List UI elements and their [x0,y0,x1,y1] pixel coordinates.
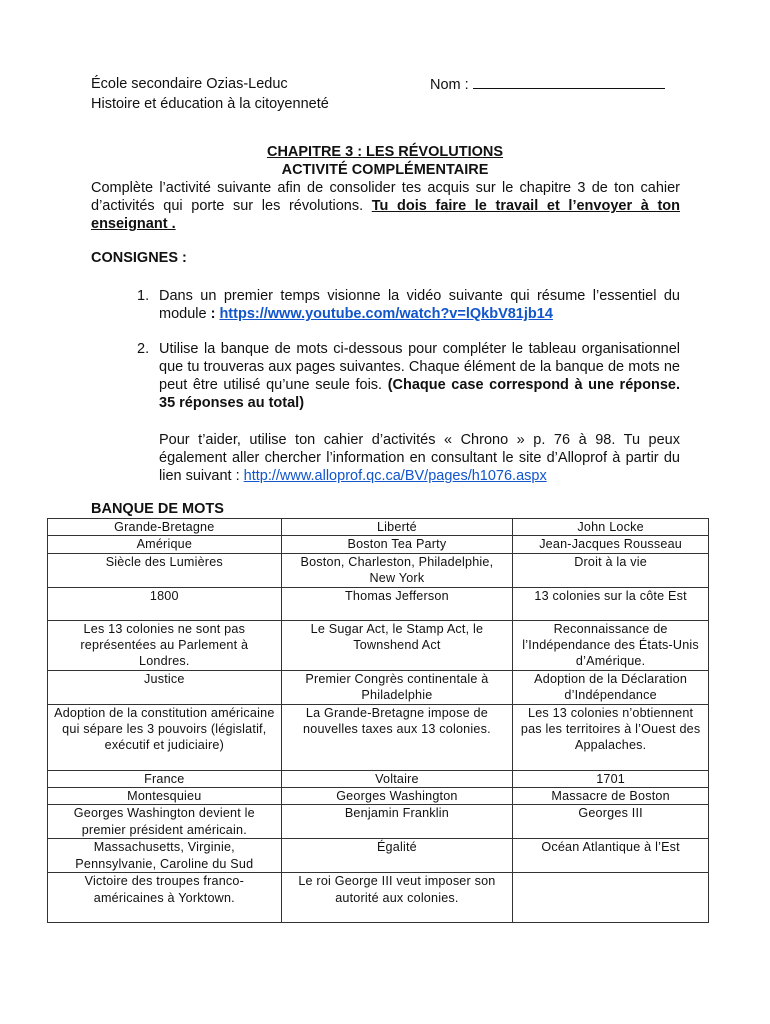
word-bank-cell: 1800 [48,587,282,620]
word-bank-cell: Premier Congrès continentale à Philadelphie [281,670,513,704]
item-number: 2. [137,341,150,357]
word-bank-cell: Siècle des Lumières [48,553,282,587]
word-bank-table [47,518,709,923]
word-bank-cell: Océan Atlantique à l’Est [513,839,709,873]
item-2-bold: (Chaque case correspond à une réponse. 35 réponses au total) [159,377,680,411]
table-row [48,553,709,587]
word-bank-cell: Le roi George III veut imposer son autorité aux colonies. [281,873,513,923]
item-2-text: Utilise la banque de mots ci-dessous pour compléter le tableau organisationnel que tu trouveras aux pages suivantes. Chaque élément de la banque de mots ne peut être utilisé qu’une seule fois. [159,341,680,393]
word-bank-cell: Georges Washington devient le premier président américain. [48,805,282,839]
word-bank-cell: Adoption de la Déclaration d’Indépendance [513,670,709,704]
word-bank-cell: Victoire des troupes franco-américaines à Yorktown. [48,873,282,923]
word-bank-cell: Montesquieu [48,788,282,805]
word-bank-cell: Justice [48,670,282,704]
word-bank-cell: Jean-Jacques Rousseau [513,536,709,553]
word-bank-cell [513,873,709,923]
word-bank-cell: Les 13 colonies n’obtiennent pas les territoires à l’Ouest des Appalaches. [513,704,709,770]
table-row [48,873,709,923]
help-text: Pour t’aider, utilise ton cahier d’activités « Chrono » p. 76 à 98. Tu peux également aller chercher l’information en consultant le site d’Alloprof à partir du lien suivant : [159,432,680,484]
table-row [48,620,709,670]
item-1-text: Dans un premier temps visionne la vidéo suivante qui résume l’essentiel du module [159,288,680,322]
name-field [430,74,665,95]
school-name: École secondaire Ozias-Leduc [91,76,288,92]
table-row [48,704,709,770]
word-bank-cell: Grande-Bretagne [48,519,282,536]
youtube-link[interactable]: https://www.youtube.com/watch?v=lQkbV81jb14 [219,306,553,322]
word-bank-cell: Georges Washington [281,788,513,805]
table-row [48,839,709,873]
word-bank-cell: France [48,770,282,787]
word-bank-cell: Thomas Jefferson [281,587,513,620]
word-bank-cell: Massacre de Boston [513,788,709,805]
word-bank-cell: La Grande-Bretagne impose de nouvelles taxes aux 13 colonies. [281,704,513,770]
name-blank-line [473,74,665,89]
word-bank-cell: Boston, Charleston, Philadelphie, New York [281,553,513,587]
consigne-item-1 [137,287,680,323]
word-bank-cell: Benjamin Franklin [281,805,513,839]
word-bank-cell: John Locke [513,519,709,536]
consignes-heading: CONSIGNES : [91,250,187,266]
intro-emphasis: Tu dois faire le travail et l’envoyer à ton enseignant . [91,198,680,232]
table-row [48,788,709,805]
intro-text: Complète l’activité suivante afin de consolider tes acquis sur le chapitre 3 de ton cahier d’activités qui porte sur les révolutions. [91,180,680,214]
header-left [91,74,329,114]
table-row [48,770,709,787]
word-bank-cell: Le Sugar Act, le Stamp Act, le Townshend Act [281,620,513,670]
word-bank-cell: Les 13 colonies ne sont pas représentées au Parlement à Londres. [48,620,282,670]
table-row [48,805,709,839]
chapter-title: CHAPITRE 3 : LES RÉVOLUTIONS [266,144,504,160]
table-row [48,536,709,553]
word-bank-cell: Boston Tea Party [281,536,513,553]
course-name: Histoire et éducation à la citoyenneté [91,96,329,112]
table-row [48,587,709,620]
item-number: 1. [137,288,150,304]
word-bank-cell: Égalité [281,839,513,873]
word-bank-cell: Liberté [281,519,513,536]
word-bank-cell: Massachusetts, Virginie, Pennsylvanie, Caroline du Sud [48,839,282,873]
activity-title: ACTIVITÉ COMPLÉMENTAIRE [281,162,489,178]
table-row [48,670,709,704]
consigne-item-2 [137,340,680,412]
alloprof-link[interactable]: http://www.alloprof.qc.ca/BV/pages/h1076.aspx [243,468,547,484]
word-bank-cell: Droit à la vie [513,553,709,587]
word-bank-cell: Amérique [48,536,282,553]
table-row [48,519,709,536]
word-bank-cell: Adoption de la constitution américaine qui sépare les 3 pouvoirs (législatif, exécutif et judiciaire) [48,704,282,770]
name-label: Nom : [430,77,469,93]
word-bank-cell: 13 colonies sur la côte Est [513,587,709,620]
word-bank-cell: Voltaire [281,770,513,787]
word-bank-cell: 1701 [513,770,709,787]
item-1-colon: : [210,306,220,322]
word-bank-title: BANQUE DE MOTS [91,501,224,517]
word-bank-cell: Georges III [513,805,709,839]
word-bank-cell: Reconnaissance de l’Indépendance des États-Unis d’Amérique. [513,620,709,670]
help-paragraph [137,431,680,485]
intro-paragraph [91,179,680,233]
